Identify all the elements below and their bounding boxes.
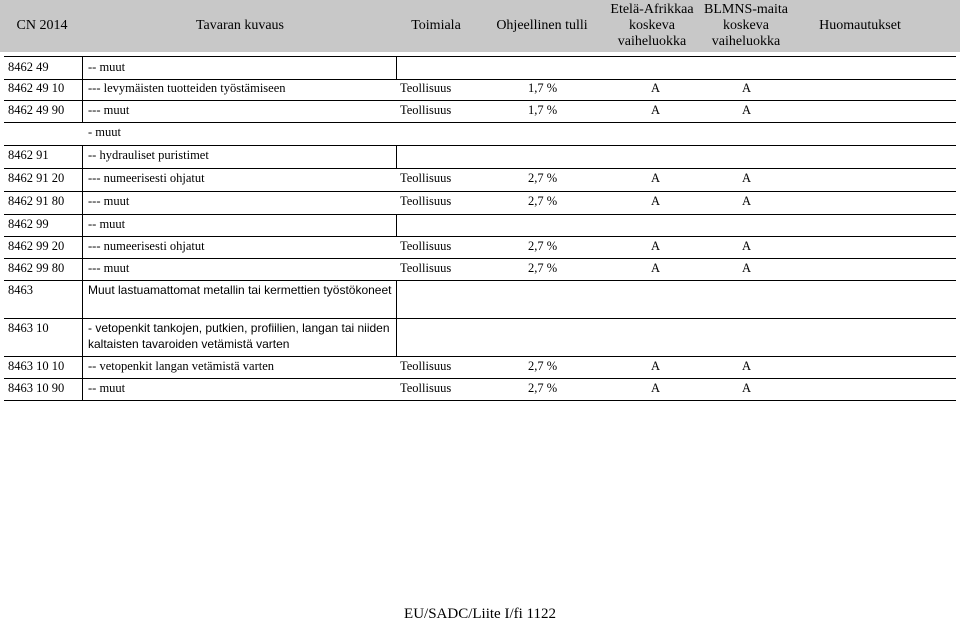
- table-row: [4, 168, 956, 192]
- sector-cell: Teollisuus: [400, 171, 452, 185]
- table-row: [4, 258, 956, 281]
- column-divider: [82, 145, 83, 168]
- column-divider: [82, 258, 83, 280]
- cn-cell: 8462 99 20: [8, 239, 65, 253]
- cn-cell: 8462 99 80: [8, 261, 65, 275]
- description-cell: -- muut: [88, 381, 126, 395]
- south-africa-category-cell: A: [651, 261, 661, 275]
- column-divider: [396, 57, 397, 79]
- description-cell: - muut: [88, 125, 121, 139]
- table-row: [4, 100, 956, 123]
- column-divider: [396, 280, 397, 318]
- south-africa-category-cell: A: [651, 171, 661, 185]
- cn-cell: 8462 49 90: [8, 103, 65, 117]
- table-row: [4, 378, 956, 401]
- blmns-category-cell: A: [742, 359, 752, 373]
- cn-cell: 8463: [8, 283, 33, 297]
- sector-cell: Teollisuus: [400, 81, 452, 95]
- duty-cell: 2,7 %: [528, 381, 558, 395]
- column-divider: [82, 191, 83, 214]
- column-divider: [396, 214, 397, 236]
- description-cell: - vetopenkit tankojen, putkien, profiilien, langan tai niiden kaltaisten tavaroiden vetämistä varten: [88, 321, 390, 351]
- duty-cell: 2,7 %: [528, 194, 558, 208]
- description-cell: --- levymäisten tuotteiden työstämiseen: [88, 81, 286, 95]
- table-row: [4, 236, 956, 259]
- column-divider: [82, 236, 83, 258]
- header-south-africa: Etelä-Afrikkaa koskeva vaiheluokka: [610, 2, 694, 49]
- sector-cell: Teollisuus: [400, 194, 452, 208]
- table-row: [4, 145, 956, 169]
- blmns-category-cell: A: [742, 81, 752, 95]
- sector-cell: Teollisuus: [400, 381, 452, 395]
- duty-cell: 1,7 %: [528, 81, 558, 95]
- duty-cell: 1,7 %: [528, 103, 558, 117]
- duty-cell: 2,7 %: [528, 261, 558, 275]
- cn-cell: 8462 49 10: [8, 81, 65, 95]
- table-row: [4, 78, 956, 101]
- description-cell: --- muut: [88, 261, 130, 275]
- cn-cell: 8462 91: [8, 148, 49, 162]
- table-row: [4, 56, 956, 80]
- duty-cell: 2,7 %: [528, 359, 558, 373]
- cn-cell: 8463 10 90: [8, 381, 65, 395]
- column-divider: [82, 378, 83, 400]
- cn-cell: 8462 49: [8, 60, 49, 74]
- header-cn: CN 2014: [16, 18, 68, 33]
- table-row: [4, 356, 956, 379]
- column-divider: [82, 78, 83, 100]
- column-divider: [82, 100, 83, 122]
- cn-cell: 8463 10: [8, 321, 49, 335]
- column-divider: [396, 318, 397, 356]
- table-row: [4, 214, 956, 237]
- blmns-category-cell: A: [742, 171, 752, 185]
- description-cell: -- vetopenkit langan vetämistä varten: [88, 359, 275, 373]
- duty-cell: 2,7 %: [528, 239, 558, 253]
- column-divider: [82, 168, 83, 191]
- table-row: [4, 122, 956, 146]
- blmns-category-cell: A: [742, 261, 752, 275]
- description-cell: -- muut: [88, 217, 126, 231]
- sector-cell: Teollisuus: [400, 359, 452, 373]
- cn-cell: 8462 91 80: [8, 194, 65, 208]
- column-divider: [82, 318, 83, 356]
- duty-cell: 2,7 %: [528, 171, 558, 185]
- description-cell: --- numeerisesti ohjatut: [88, 171, 205, 185]
- south-africa-category-cell: A: [651, 359, 661, 373]
- header-sector: Toimiala: [411, 18, 461, 33]
- sector-cell: Teollisuus: [400, 261, 452, 275]
- table-row: [4, 191, 956, 215]
- blmns-category-cell: A: [742, 381, 752, 395]
- south-africa-category-cell: A: [651, 81, 661, 95]
- column-divider: [396, 145, 397, 168]
- column-divider: [82, 280, 83, 318]
- sector-cell: Teollisuus: [400, 103, 452, 117]
- blmns-category-cell: A: [742, 194, 752, 208]
- header-blmns: BLMNS-maita koskeva vaiheluokka: [704, 2, 788, 49]
- header-duty: Ohjeellinen tulli: [496, 18, 588, 33]
- cn-cell: 8462 91 20: [8, 171, 65, 185]
- description-cell: -- muut: [88, 60, 126, 74]
- south-africa-category-cell: A: [651, 239, 661, 253]
- south-africa-category-cell: A: [651, 103, 661, 117]
- south-africa-category-cell: A: [651, 194, 661, 208]
- sector-cell: Teollisuus: [400, 239, 452, 253]
- description-cell: --- muut: [88, 194, 130, 208]
- description-cell: --- muut: [88, 103, 130, 117]
- blmns-category-cell: A: [742, 239, 752, 253]
- south-africa-category-cell: A: [651, 381, 661, 395]
- header-description: Tavaran kuvaus: [195, 18, 285, 33]
- column-divider: [82, 356, 83, 378]
- description-cell: -- hydrauliset puristimet: [88, 148, 209, 162]
- column-divider: [82, 214, 83, 236]
- blmns-category-cell: A: [742, 103, 752, 117]
- header-remarks: Huomautukset: [819, 18, 901, 33]
- table-row: [4, 318, 956, 357]
- table-header: [0, 0, 960, 52]
- table-row: [4, 280, 956, 319]
- page-footer: EU/SADC/Liite I/fi 1122: [404, 606, 556, 622]
- description-cell: --- numeerisesti ohjatut: [88, 239, 205, 253]
- description-cell: Muut lastuamattomat metallin tai kermettien työstökoneet: [88, 283, 392, 297]
- cn-cell: 8463 10 10: [8, 359, 65, 373]
- cn-cell: 8462 99: [8, 217, 49, 231]
- column-divider: [82, 57, 83, 79]
